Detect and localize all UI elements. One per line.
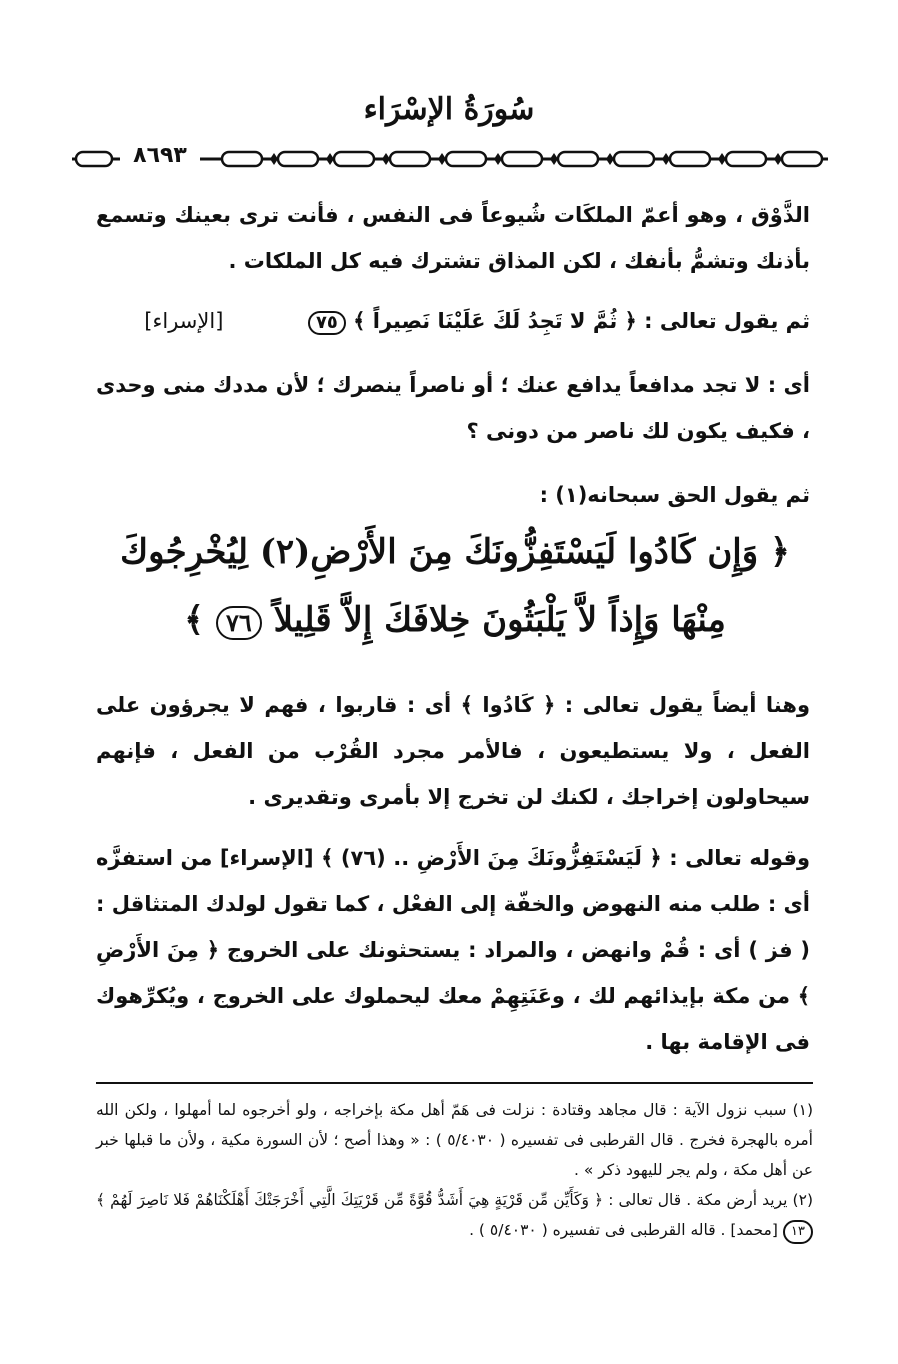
footnotes bbox=[96, 1095, 813, 1245]
footnote-2-ayah: ١٣ bbox=[783, 1220, 813, 1244]
verse-line-2-text: مِنْهَا وَإِذاً لاَّ يَلْبَثُونَ خِلافَكَ إِلاَّ قَلِيلاً bbox=[273, 600, 726, 640]
verse-close-bracket: ﴾ bbox=[184, 600, 205, 640]
paragraph-6: وقوله تعالى : ﴿ لَيَسْتَفِزُّونَكَ مِنَ الأَرْضِ .. (٧٦) ﴾ [الإسراء] من استفزَّه أى : طلب منه النهوض والخفّة إلى الفعْل ، كما تقول لولدك المتثاقل : ( فز ) أى : قُمْ وانهض ، والمراد : يستحثونك على الخروج ﴿ مِنَ الأَرْضِ ﴾ من مكة بإيذائهم لك ، وعَنَتِهِمْ معك ليحملوك على الخروج ، ويُكرِّهوك فى الإقامة بها . bbox=[96, 846, 810, 1054]
ayah-number-76: ٧٦ bbox=[216, 606, 262, 640]
footnote-divider bbox=[96, 1082, 813, 1084]
paragraph-2 bbox=[96, 298, 810, 344]
quran-quote-75: ثم يقول تعالى : ﴿ ثُمَّ لا تَجِدُ لَكَ عَلَيْنَا نَصِيراً ﴾ bbox=[353, 309, 810, 333]
paragraph-1: الذَّوْق ، وهو أعمّ الملكَات شُيوعاً فى النفس ، فأنت ترى بعينك وتسمع بأذنك وتشمُّ بأنفك ، لكن المذاق تشترك فيه كل الملكات . bbox=[96, 203, 810, 273]
page-number: ٨٦٩٣ bbox=[120, 143, 200, 168]
paragraph-3: أى : لا تجد مدافعاً يدافع عنك ؛ أو ناصراً ينصرك ؛ لأن مددك منى وحدى ، فكيف يكون لك ناصر من دونى ؟ bbox=[96, 373, 810, 443]
verse-line-2 bbox=[110, 586, 800, 654]
paragraph-5: وهنا أيضاً يقول تعالى : ﴿ كَادُوا ﴾ أى : قاربوا ، فهم لا يجرؤون على الفعل ، ولا يستطيعون ، فالأمر مجرد القُرْب من الفعل ، فإنهم سيحاولون إخراجك ، لكنك لن تخرج إلا بأمرى وتقديرى . bbox=[96, 693, 810, 809]
surah-reference: [الإسراء] bbox=[144, 309, 224, 333]
footnote-2-tail: [محمد] . قاله القرطبى فى تفسيره ( ٥/٤٠٣٠ ) . bbox=[469, 1221, 778, 1239]
verse-line-1: ﴿ وَإِن كَادُوا لَيَسْتَفِزُّونَكَ مِنَ الأَرْضِ(٢) لِيُخْرِجُوكَ bbox=[120, 532, 790, 572]
ayah-number-75: ٧٥ bbox=[308, 311, 346, 335]
paragraph-4: ثم يقول الحق سبحانه(١) : bbox=[539, 483, 810, 507]
quran-verse-block bbox=[110, 518, 800, 654]
footnote-2-text: (٢) يريد أرض مكة . قال تعالى : ﴿ وَكَأَيِّن مِّن قَرْيَةٍ هِيَ أَشَدُّ قُوَّةً مِّن قَرْيَتِكَ الَّتِي أَخْرَجَتْكَ أَهْلَكْنَاهُمْ فَلا نَاصِرَ لَهُمْ ﴾ bbox=[96, 1191, 813, 1209]
footnote-1: (١) سبب نزول الآية : قال مجاهد وقتادة : نزلت فى هَمّ أهل مكة بإخراجه ، ولو أخرجوه لما أمهلوا ، ولكن الله أمره بالهجرة فخرج . قال القرطبى فى تفسيره ( ٥/٤٠٣٠ ) : « وهذا أصح ؛ لأن السورة مكية ، ولأن ما قبلها خبر عن أهل مكة ، ولم يجر لليهود ذكر » . bbox=[96, 1101, 813, 1179]
footnote-2 bbox=[96, 1185, 813, 1245]
surah-title: سُورَةُ الإسْرَاء bbox=[363, 92, 535, 127]
